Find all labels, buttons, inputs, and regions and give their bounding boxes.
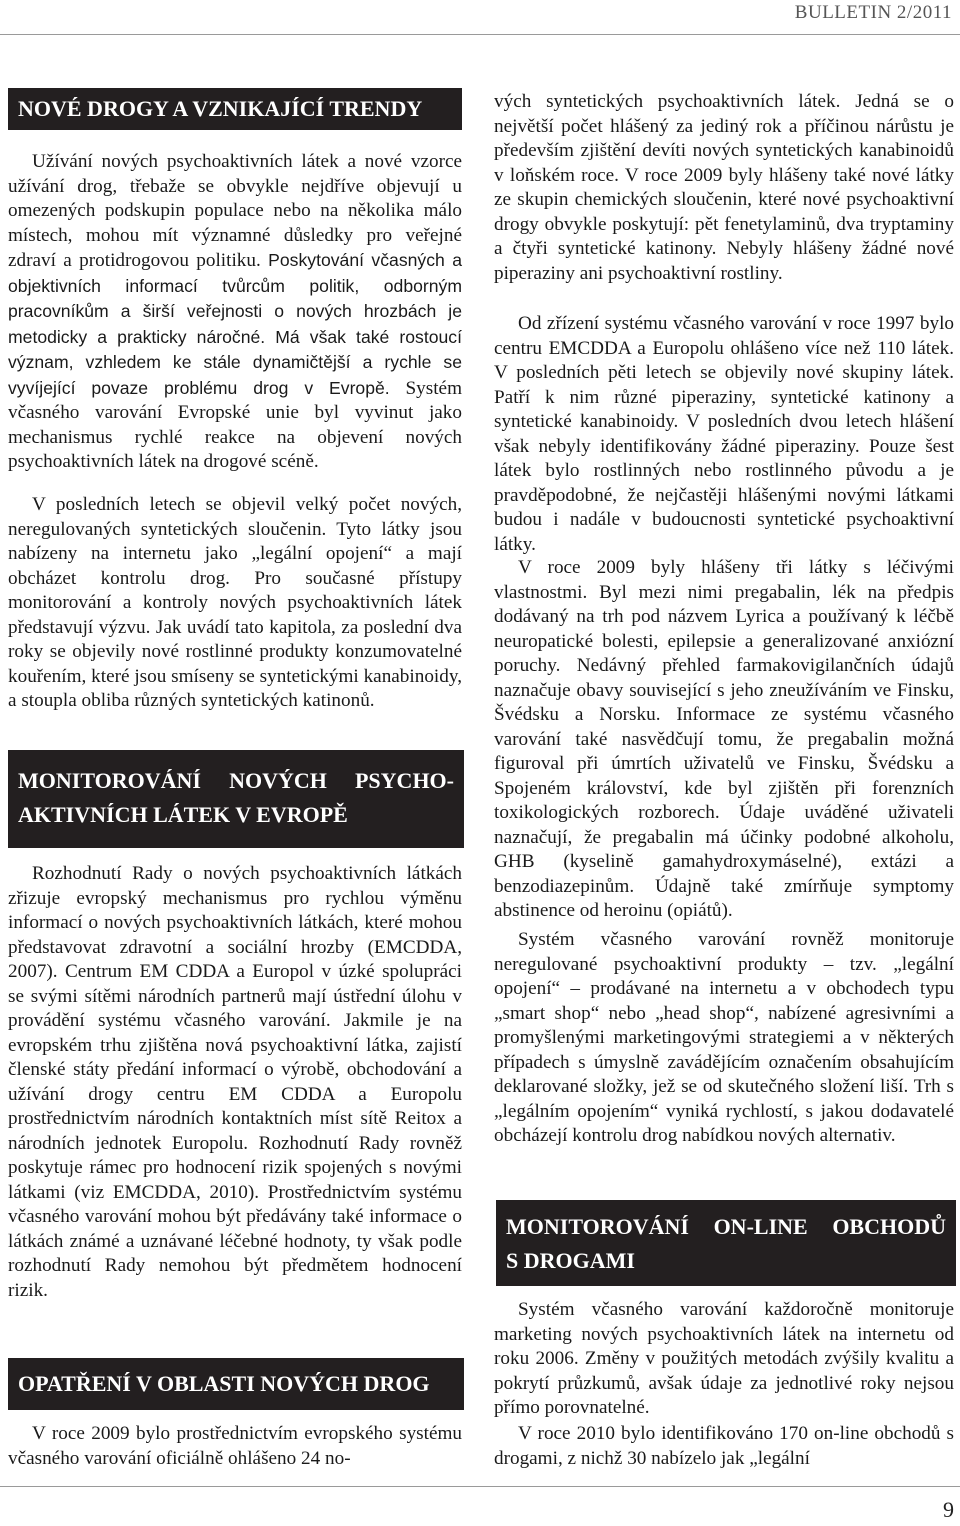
heading-new-drugs xyxy=(8,88,462,130)
heading-monitoring-europe xyxy=(8,750,464,848)
paragraph-since-1997: Od zřízení systému včasného varování v roce 1997 bylo centru EMCDDA a Europolu ohlášeno více než 110 látek. V posledních pěti letech se objevily nové skupiny látek. Patří k nim různé piperaziny, syntetické katinony a syntetické kanabinoidy. V posledních dvou letech hlášení však nebyly identifikovány žádné piperaziny. Pouze šest látek bylo rostlinných nebo rostlinného původu a je pravděpodobné, že nejčastěji hlášenými novými látkami budou i nadále v budoucnosti syntetické psychoaktivní látky. xyxy=(494,313,954,555)
heading-online-shops xyxy=(496,1200,956,1286)
heading-online-shops-line1: MONITOROVÁNÍ ON-LINE OBCHODŮ xyxy=(506,1214,946,1239)
paragraph-2009-reports: V roce 2009 bylo prostřednictvím evropského systému včasného varování oficiálně ohlášeno 24 no- xyxy=(8,1423,462,1469)
heading-measures xyxy=(8,1358,464,1410)
heading-online-shops-line2: S DROGAMI xyxy=(506,1248,635,1273)
heading-monitoring-europe-line2: AKTIVNÍCH LÁTEK V EVROPĚ xyxy=(18,802,348,827)
paragraph-intro xyxy=(8,150,462,475)
intro-sans-text: Poskytování včasných a objektivních informací tvůrcům politik, odborným pracovníkům a širší veřejnosti o nových hrozbách je metodicky a prakticky náročné. Má však také rostoucí význam, vzhledem ke stále dynamičtější a rychle se vyvíjející povaze problému drog v Evropě. xyxy=(8,250,462,398)
header-rule xyxy=(0,34,960,35)
paragraph-legal-highs-market: Systém včasného varování rovněž monitoruje neregulované psychoaktivní produkty – tzv. „legální opojení“ – prodávané na internetu a v obchodech typu „smart shop“ nebo „head shop“, nabízené agresivními a promyšlenými marketingovými strategiemi a v některých případech s úmyslně zavádějícím označením obsahujícím deklarované složky, jež se od skutečného složení liší. Trh s „legálním opojením“ vyniká rychlostí, s jakou dodavatelé obcházejí kontrolu drog nabídkou nových alternativ. xyxy=(494,929,954,1146)
paragraph-pregabalin: V roce 2009 byly hlášeny tři látky s léčivými vlastnostmi. Byl mezi nimi pregabalin, lék na předpis dodávaný na trh pod názvem Lyrica a používaný k léčbě neuropatické bolesti, epilepsie a generalizované anxiózní poruchy. Nedávný přehled farmakovigilančních údajů naznačuje obavy související s jeho zneužíváním ve Finsku, Švédsku a Norsku. Informace ze systému včasného varování také nasvědčují tomu, že pregabalin možná figuroval při úmrtích uživatelů ve Finsku, Švédsku a Spojeném království, kde byl zjištěn při forenzních toxikologických rozborech. Údaje uváděné uživateli naznačují, že pregabalin má účinky podobné alkoholu, GHB (kyselině gamahydroxymáselné), extázi a benzodiazepinům. Údajně také zmírňuje symptomy abstinence od heroinu (opiátů). xyxy=(494,557,954,921)
page-number: 9 xyxy=(943,1497,954,1522)
paragraph-internet-monitoring: Systém včasného varování každoročně monitoruje marketing nových psychoaktivních látek na internetu od roku 2006. Změny v použitých metodách zvýšily kvalitu a pokrytí průzkumů, avšak údaje za jednotlivé roky nejsou přímo porovnatelné. xyxy=(494,1299,954,1418)
heading-measures-text: OPATŘENÍ V OBLASTI NOVÝCH DROG xyxy=(18,1371,430,1396)
footer-rule xyxy=(0,1486,960,1487)
intro-serif-text: Užívání nových psychoaktivních látek a nové vzorce užívání drog, třebaže se obvykle nejdříve objevují u omezených podskupin populace nebo na několika málo místech, mohou mít významné důsledky pro veřejné zdraví a protidrogovou politiku. xyxy=(8,151,462,271)
heading-new-drugs-text: NOVÉ DROGY A VZNIKAJÍCÍ TRENDY xyxy=(18,96,423,121)
paragraph-council-decision: Rozhodnutí Rady o nových psychoaktivních látkách zřizuje evropský mechanismus pro rychlou výměnu informací o nových psychoaktivních látkách, které mohou představovat zdravotní a sociální hrozby (EMCDDA, 2007). Centrum EM CDDA a Europol v úzké spolupráci se svými sítěmi národních partnerů mají ústřední úlohu v provádění systému včasného varování. Jakmile je na evropském trhu zjištěna nová psychoaktivní látka, zajistí členské státy předání informací o výrobě, obchodování a užívání drogy centru EM CDDA a Europolu prostřednictvím národních kontaktních míst sítě Reitox a národních jednotek Europolu. Rozhodnutí Rady rovněž poskytuje rámec pro hodnocení rizik spojených s novými látkami (viz EMCDDA, 2010). Prostřednictvím systému včasného varování mohou být předávány také informace o látkách známé a uznávané léčebné hodnoty, ty však podle rozhodnutí Rady nemohou být předmětem hodnocení rizik. xyxy=(8,863,462,1301)
paragraph-legal-highs: V posledních letech se objevil velký počet nových, neregulovaných syntetických sloučenin. Tyto látky jsou nabízeny na internetu jako „legální opojení“ a mají obcházet kontrolu drog. Pro současné přístupy monitorování a kontroly nových psychoaktivních látek představují výzvu. Jak uvádí tato kapitola, za poslední dva roky se objevily nové rostlinné produkty konzumovatelné kouřením, které jsou smíseny se syntetickými kanabinoidy, a stoupla obliba různých syntetických katinonů. xyxy=(8,494,462,711)
paragraph-continued: vých syntetických psychoaktivních látek. Jedná se o největší počet hlášený za jediný rok a příčinou nárůstu je především zjištění devíti nových syntetických kanabinoidů v loňském roce. V roce 2009 byly hlášeny také nové látky ze skupin chemických sloučenin, které nové psychoaktivní drogy obvykle poskytují: pět fenetylaminů, dva tryptaminy a čtyři syntetické katinony. Nebyly hlášeny žádné nové piperaziny ani psychoaktivní rostliny. xyxy=(494,91,954,284)
intro-serif-text-2: Systém včasného varování Evropské unie byl vyvinut jako mechanismus rychlé reakce na objevení nových psychoaktivních látek na drogové scéně. xyxy=(8,377,462,472)
paragraph-2010-shops: V roce 2010 bylo identifikováno 170 on-line obchodů s drogami, z nichž 30 nabízelo jak „legální xyxy=(494,1423,954,1469)
bulletin-issue-label: BULLETIN 2/2011 xyxy=(794,2,952,23)
heading-monitoring-europe-line1: MONITOROVÁNÍ NOVÝCH PSYCHO- xyxy=(18,768,454,793)
